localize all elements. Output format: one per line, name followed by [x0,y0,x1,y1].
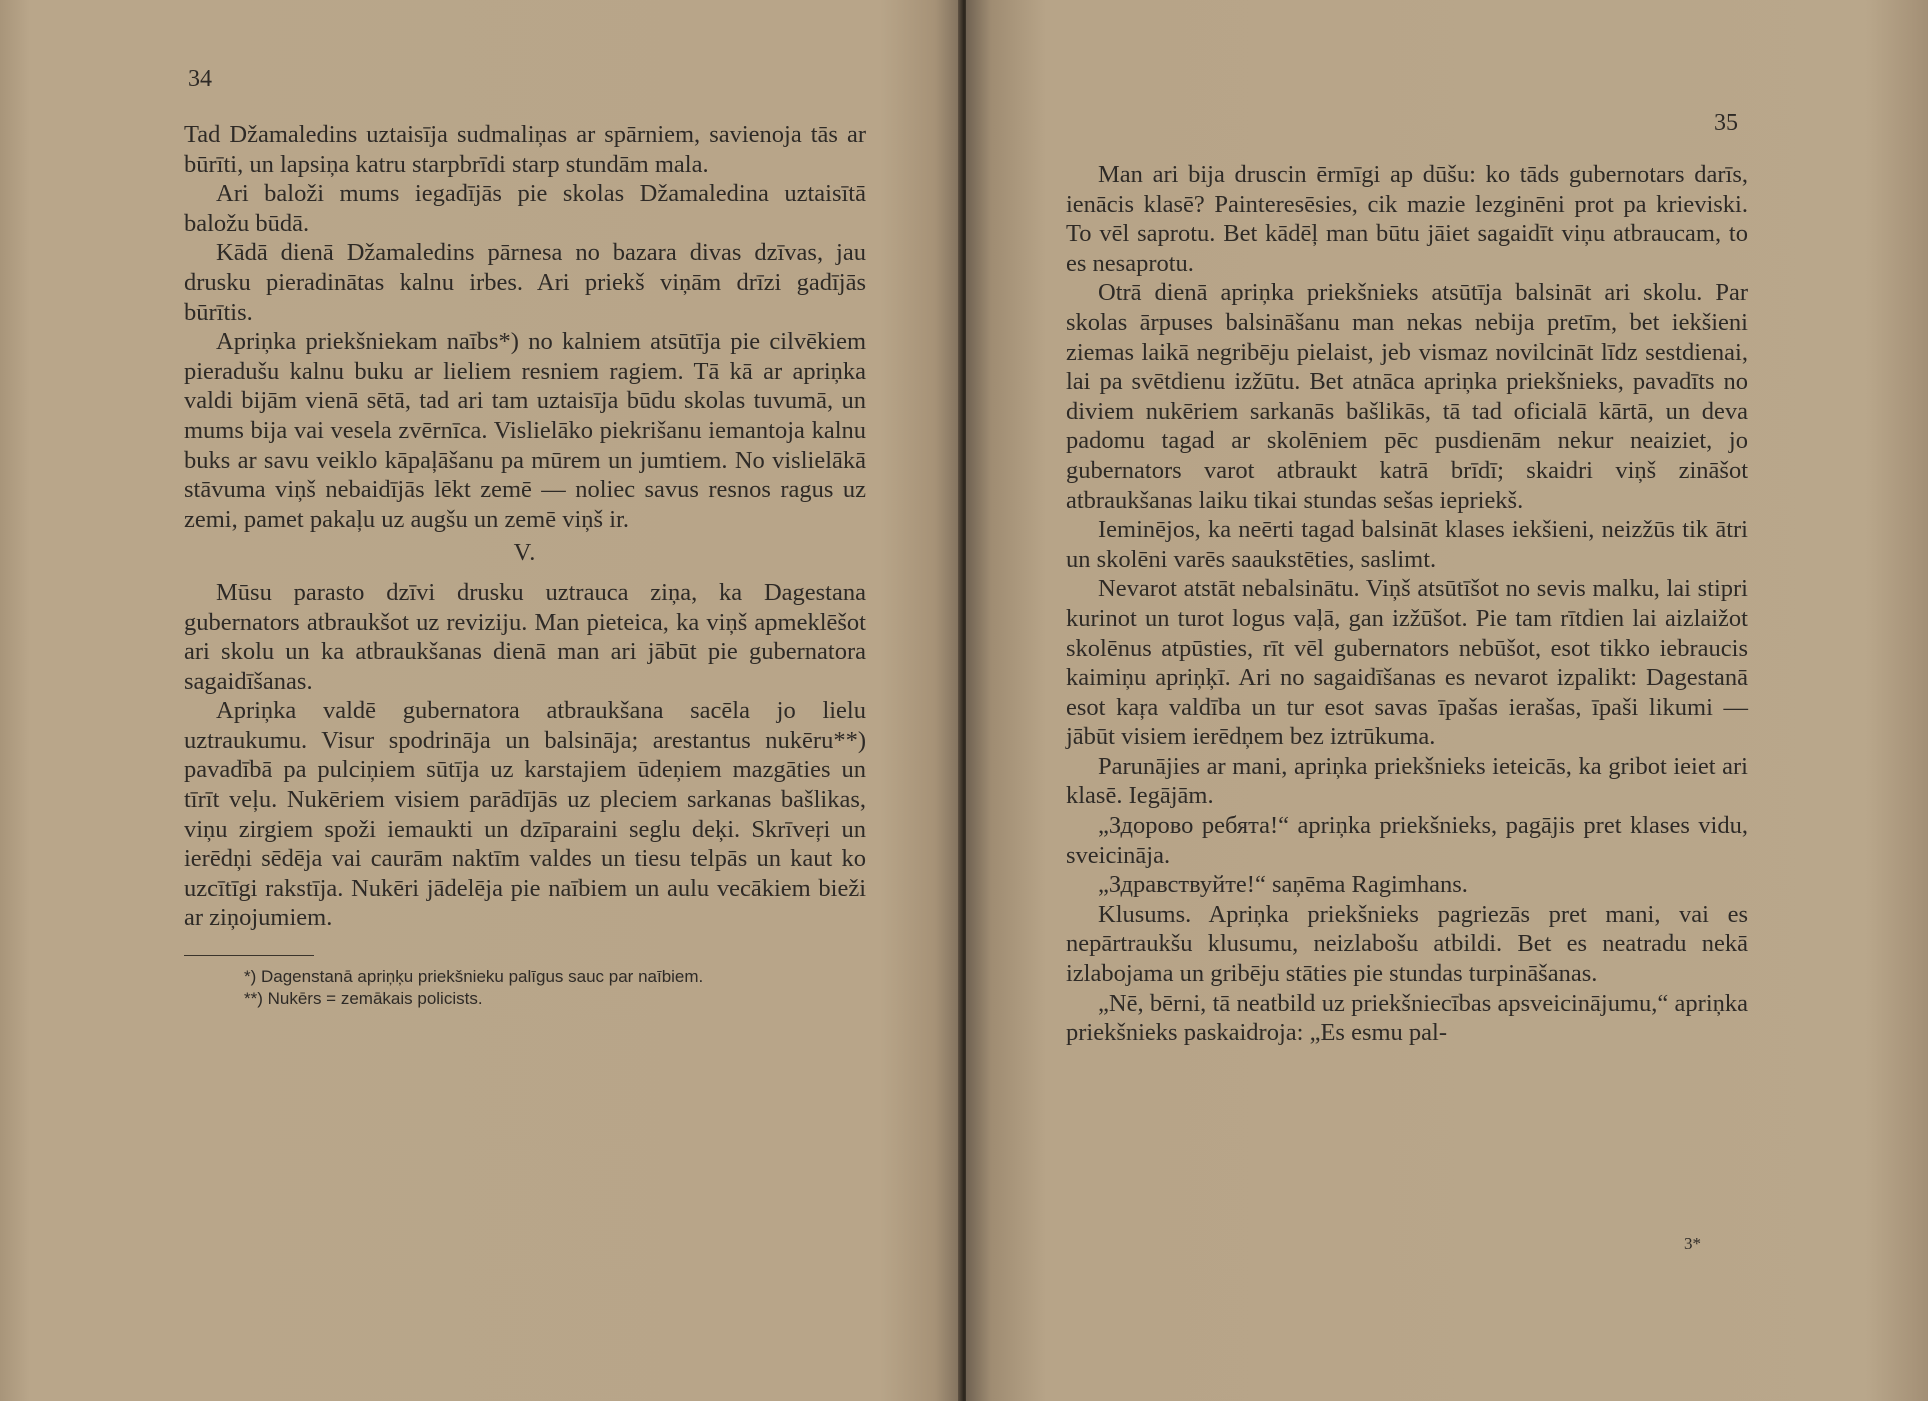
paragraph: Tad Džamaledins uztaisīja sudmaliņas ar spārniem, savienoja tās ar būrīti, un lapsiņa katru starpbrīdi starp stundām mala. [184,121,866,178]
left-page [0,0,962,1401]
footnote-divider [184,955,314,956]
paragraph: „Здорово ребята!“ apriņka priekšnieks, pagājis pret klases vidu, sveicināja. [1066,812,1748,869]
paragraph: Nevarot atstāt nebalsinātu. Viņš atsūtīšot no sevis malku, lai stipri kurinot un turot logus vaļā, gan izžūšot. Pie tam rītdien lai aizlaižot skolēnus atpūsties, rīt vēl gubernators nebūšot, esot tikko iebraucis kaimiņu apriņķī. Ari no sagaidīšanas es nevarot izpalikt: Dagestanā esot kaŗa valdība un tur esot savas īpašas ierašas, īpaši likumi — jābūt visiem ierēdņem bez iztrūkuma. [1066,575,1748,751]
paragraph: Parunājies ar mani, apriņka priekšnieks ieteicās, ka gribot ieiet ari klasē. Iegājām. [1066,752,1748,810]
paragraph: Apriņka priekšniekam naībs*) no kalniem atsūtīja pie cilvēkiem pieradušu kalnu buku ar lieliem resniem ragiem. Tā kā ar apriņka valdi bijām vienā sētā, tad ari tam uztaisīja būdu skolas tuvumā, un mums bija vai vesela zvērnīca. Vislielāko piekrišanu iemantoja kalnu buks ar savu veiklo kāpaļāšanu pa mūrem un jumtiem. No vislielākā stāvuma viņš nebaidījās lēkt zemē — noliec savus resnos ragus uz zemi, pamet pakaļu uz augšu un zemē viņš ir. [184,328,866,533]
paragraph: Otrā dienā apriņka priekšnieks atsūtīja balsināt ari skolu. Par skolas ārpuses balsināšanu man nekas nebija pretīm, bet iekšieni ziemas laikā negribēju pielaist, jeb vismaz novilcināt līdz sestdienai, lai pa svētdienu izžūtu. Bet atnāca apriņka priekšnieks, pavadīts no diviem nukēriem sarkanās bašlikās, tā tad oficialā kārtā, un deva padomu tagad ar skolēniem pēc pusdienām nekur neaiziet, jo gubernators varot atbraukt katrā brīdī; skaidri viņš zināšot atbraukšanas laiku tikai stundas sešas iepriekš. [1066,279,1748,514]
page-number: 34 [188,66,212,92]
paragraph: Mūsu parasto dzīvi drusku uztrauca ziņa, ka Dagestana gubernators atbraukšot uz reviziju. Man pieteica, ka viņš apmeklēšot ari skolu un ka atbraukšanas dienā man ari jābūt pie gubernatora sagaidīšanas. [184,578,866,695]
right-text-block [1066,160,1748,1048]
paragraph: Ari baloži mums iegadījās pie skolas Džamaledina uztaisītā baložu būdā. [184,180,866,237]
right-page [966,0,1928,1401]
paragraph: Ieminējos, ka neērti tagad balsināt klases iekšieni, neizžūs tik ātri un skolēni varēs saaukstēties, saslimt. [1066,516,1748,573]
left-text-block [184,120,866,1010]
section-heading: V. [513,539,537,567]
paragraph: Apriņka valdē gubernatora atbraukšana sacēla jo lielu uztraukumu. Visur spodrināja un balsināja; arestantus nukēru**) pavadībā pa pulciņiem sūtīja uz karstajiem ūdeņiem mazgāties un tīrīt veļu. Nukēriem visiem parādījās uz pleciem sarkanas bašlikas, viņu zirgiem spoži iemaukti un dzīparaini seglu deķi. Skrīveŗi un ierēdņi sēdēja vai caurām naktīm valdes un tiesu telpās un kaut ko uzcītīgi rakstīja. Nukēri jādelēja pie naībiem un aulu vecākiem bieži ar ziņojumiem. [184,697,866,932]
footnote: *) Dagenstanā apriņķu priekšnieku palīgus sauc par naībiem. [244,967,704,987]
page-number: 35 [1714,110,1738,136]
paragraph: Klusums. Apriņka priekšnieks pagriezās pret mani, vai es nepārtraukšu klusumu, neizlabošu atbildi. Bet es neatradu nekā izlabojama un gribēju stāties pie stundas turpināšanas. [1066,900,1748,988]
paragraph: „Здравствуйте!“ saņēma Ragimhans. [1098,871,1468,899]
paragraph: Man ari bija druscin ērmīgi ap dūšu: ko tāds gubernotars darīs, ienācis klasē? Painteresēsies, cik mazie lezginēni prot pa krieviski. To vēl saprotu. Bet kādēļ man būtu jāiet sagaidīt viņu atbraucam, to es nesaprotu. [1066,161,1748,277]
paragraph: Kādā dienā Džamaledins pārnesa no bazara divas dzīvas, jau drusku pieradinātas kalnu irbes. Ari priekš viņām drīzi gadījās būrītis. [184,239,866,326]
footnote: **) Nukērs = zemākais policists. [244,989,483,1009]
paragraph: „Nē, bērni, tā neatbild uz priekšniecības apsveicinājumu,“ apriņka priekšnieks paskaidroja: „Es esmu pal- [1066,989,1748,1047]
signature-mark: 3* [1684,1234,1701,1253]
